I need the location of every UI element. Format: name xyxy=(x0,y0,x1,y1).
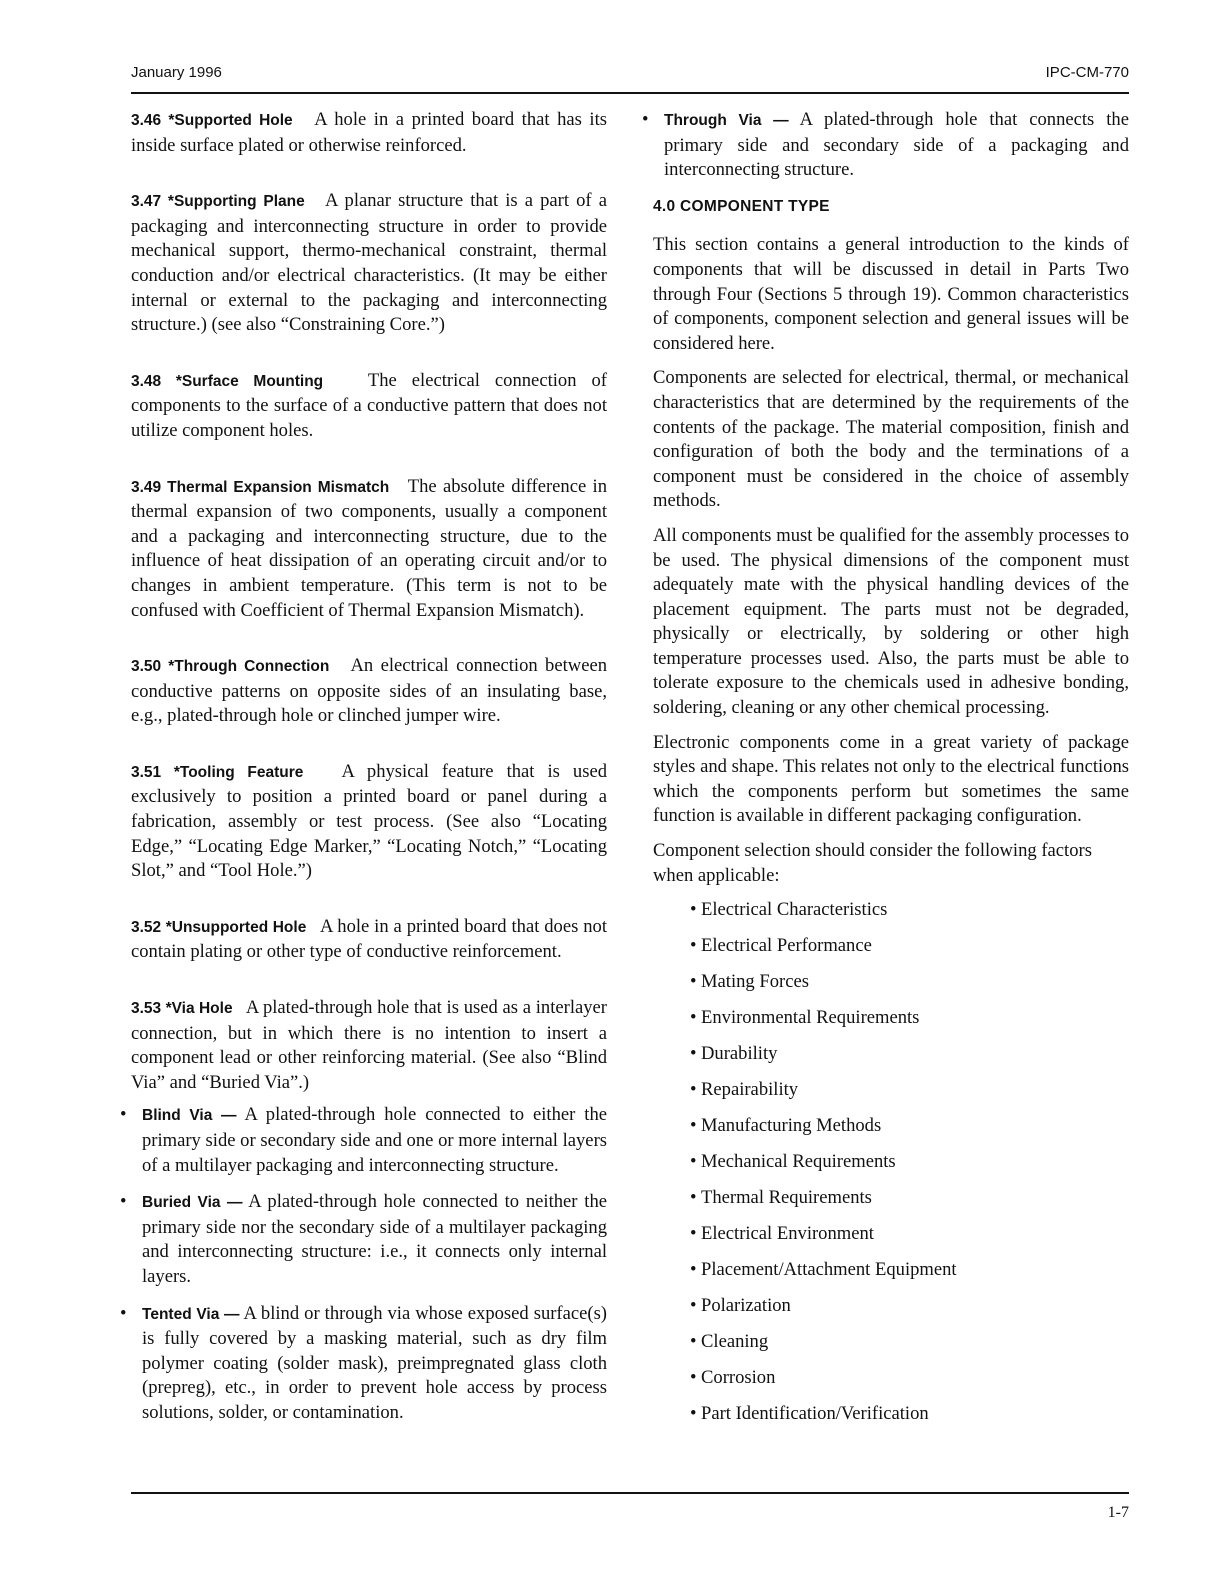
page-number: 1-7 xyxy=(1107,1504,1129,1521)
factor-item xyxy=(690,1294,1129,1318)
paragraph-qualification: All components must be qualified for the assembly processes to be used. The physical dimensions of the component must adequately mate with the physical handling devices of the placement equipment. The parts must not be degraded, physically or electrically, by soldering or other high temperature processes used. Also, the parts must be able to tolerate exposure to the chemicals used in adhesive bonding, soldering, cleaning or any other chemical processing. xyxy=(653,524,1129,719)
factor-label: Polarization xyxy=(701,1295,791,1317)
factor-label: Mechanical Requirements xyxy=(701,1151,896,1173)
bullet-icon: • xyxy=(690,1403,697,1425)
definition-3-48 xyxy=(131,369,607,444)
bullet-icon: • xyxy=(690,1331,697,1353)
bullet-icon: • xyxy=(690,971,697,993)
via-type-buried xyxy=(120,1190,608,1289)
definition-3-53 xyxy=(131,996,607,1095)
factor-item xyxy=(690,1330,1129,1354)
bullet-icon: • xyxy=(120,1104,127,1126)
factor-item xyxy=(690,1402,1129,1426)
bullet-icon: • xyxy=(690,1115,697,1137)
definition-term: 3.47 *Supporting Plane xyxy=(131,193,305,211)
definition-3-46 xyxy=(131,108,607,158)
factor-item xyxy=(690,934,1129,958)
via-type-blind xyxy=(120,1103,608,1178)
via-text: A plated-through hole that connects the primary side and secondary side of a packaging and interconnecting structure. xyxy=(664,109,1129,181)
definition-term: 3.48 *Surface Mounting xyxy=(131,372,324,390)
definition-text: A hole in a printed board that does not contain plating or other type of conductive reinforcement. xyxy=(131,915,607,963)
via-term: Through Via — xyxy=(664,112,789,129)
factor-item xyxy=(690,898,1129,922)
bullet-icon: • xyxy=(690,1223,697,1245)
header-date: January 1996 xyxy=(131,64,222,81)
definition-text: An electrical connection between conductive patterns on opposite sides of an insulating base, e.g., plated-through hole or clinched jumper wire. xyxy=(131,655,608,727)
definition-text: The absolute difference in thermal expansion of two components, usually a component and a packaging and interconnecting structure, due to the influence of heat dissipation of an operating circuit and/or to changes in ambient temperature. (This term is not to be confused with Coefficient of Thermal Expansion Mismatch). xyxy=(131,475,607,621)
factor-label: Environmental Requirements xyxy=(701,1007,920,1029)
factor-item xyxy=(690,1222,1129,1246)
via-text: A plated-through hole connected to either the primary side or secondary side and one or more internal layers of a multilayer packaging and interconnecting structure. xyxy=(142,1104,608,1176)
bullet-icon: • xyxy=(642,109,649,130)
factor-item xyxy=(690,1006,1129,1030)
paragraph-intro: This section contains a general introduction to the kinds of components that will be discussed in detail in Parts Two through Four (Sections 5 through 19). Common characteristics of components, component selection and general issues will be considered here. xyxy=(653,234,1129,354)
definition-term: 3.46 *Supported Hole xyxy=(131,112,293,129)
definition-text: The electrical connection of components to the surface of a conductive pattern that does not utilize component holes. xyxy=(131,369,607,441)
via-term: Tented Via — xyxy=(142,1305,240,1323)
factor-item xyxy=(690,970,1129,994)
definition-term: 3.52 *Unsupported Hole xyxy=(131,918,307,936)
bullet-icon: • xyxy=(120,1302,127,1324)
definition-term: 3.53 *Via Hole xyxy=(131,1000,233,1018)
bullet-icon: • xyxy=(690,1367,697,1389)
bullet-icon: • xyxy=(690,1295,697,1317)
factor-label: Thermal Requirements xyxy=(701,1187,872,1209)
bullet-icon: • xyxy=(690,1187,697,1209)
factor-item xyxy=(690,1078,1129,1102)
bullet-icon: • xyxy=(690,1043,697,1065)
factor-item xyxy=(690,1258,1129,1282)
definition-term: 3.50 *Through Connection xyxy=(131,658,330,676)
definition-text: A hole in a printed board that has its inside surface plated or otherwise reinforced. xyxy=(131,109,607,156)
definition-term: 3.49 Thermal Expansion Mismatch xyxy=(131,478,390,496)
via-text: A plated-through hole connected to neither the primary side nor the secondary side of a multilayer packaging and interconnecting structure: i.e., it connects only internal layers. xyxy=(142,1191,608,1287)
factor-item xyxy=(690,1150,1129,1174)
factor-label: Durability xyxy=(701,1043,778,1065)
via-term: Buried Via — xyxy=(142,1194,243,1212)
factor-label: Repairability xyxy=(701,1079,799,1101)
factor-label: Electrical Characteristics xyxy=(701,899,888,921)
factor-label: Corrosion xyxy=(701,1367,776,1389)
paragraph-selection-criteria: Components are selected for electrical, thermal, or mechanical characteristics that are determined by the requirements of the contents of the package. The material composition, finish and configuration of both the body and the terminations of a component must be considered in the choice of assembly methods. xyxy=(653,367,1129,512)
bullet-icon: • xyxy=(690,1151,697,1173)
right-column xyxy=(642,108,1129,1438)
definition-3-52 xyxy=(131,915,607,965)
bullet-icon: • xyxy=(120,1191,127,1213)
factors-list xyxy=(653,898,1129,1426)
section-heading: 4.0 COMPONENT TYPE xyxy=(653,197,830,215)
factor-item xyxy=(690,1114,1129,1138)
definition-3-49 xyxy=(131,475,607,624)
bullet-icon: • xyxy=(690,1079,697,1101)
header-rule xyxy=(131,92,1129,94)
definition-term: 3.51 *Tooling Feature xyxy=(131,763,304,781)
bullet-icon: • xyxy=(690,1007,697,1029)
definition-text: A planar structure that is a part of a packaging and interconnecting structure in order to provide mechanical support, thermo-mechanical constraint, thermal conduction and/or electrical characteristics. (It may be either internal or external to the packaging and interconnecting structure.) (see also “Constraining Core.”) xyxy=(131,190,607,336)
factor-label: Electrical Performance xyxy=(701,935,872,957)
factor-label: Part Identification/Verification xyxy=(701,1403,929,1425)
paragraph-package-styles: Electronic components come in a great variety of package styles and shape. This relates not only to the electrical functions which the components perform but sometimes the same function is available in different packaging configuration. xyxy=(653,731,1129,827)
factor-item xyxy=(690,1042,1129,1066)
factor-item xyxy=(690,1186,1129,1210)
factor-label: Mating Forces xyxy=(701,971,809,993)
bullet-icon: • xyxy=(690,935,697,957)
definition-text: A physical feature that is used exclusively to position a printed board or panel during a fabrication, assembly or test process. (See also “Locating Edge,” “Locating Edge Marker,” “Locating Notch,” “Locating Slot,” and “Tool Hole.”) xyxy=(131,760,608,882)
definition-3-50 xyxy=(131,654,607,729)
left-column xyxy=(120,108,608,1426)
definition-3-47 xyxy=(131,189,607,338)
via-text: A blind or through via whose exposed surface(s) is fully covered by a masking material, such as dry film polymer coating (solder mask), preimpregnated glass cloth (prepreg), etc., in order to prevent hole access by process solutions, solder, or contamination. xyxy=(142,1302,608,1423)
bullet-icon: • xyxy=(690,899,697,921)
definition-text: A plated-through hole that is used as a interlayer connection, but in which there is no intention to insert a component lead or other reinforcing material. (See also “Blind Via” and “Buried Via”.) xyxy=(131,997,607,1093)
factor-label: Manufacturing Methods xyxy=(701,1115,882,1137)
factor-label: Cleaning xyxy=(701,1331,769,1353)
definition-3-51 xyxy=(131,760,607,884)
paragraph-factors-intro: Component selection should consider the following factors when applicable: xyxy=(653,840,1092,886)
factor-label: Electrical Environment xyxy=(701,1223,874,1245)
header-doc-id: IPC-CM-770 xyxy=(1045,64,1129,81)
factor-label: Placement/Attachment Equipment xyxy=(701,1259,957,1281)
via-type-through xyxy=(642,108,1129,183)
footer-rule xyxy=(131,1492,1129,1494)
via-term: Blind Via — xyxy=(142,1107,237,1125)
via-types-list xyxy=(120,1103,608,1425)
factor-item xyxy=(690,1366,1129,1390)
via-type-tented xyxy=(120,1302,608,1426)
bullet-icon: • xyxy=(690,1259,697,1281)
